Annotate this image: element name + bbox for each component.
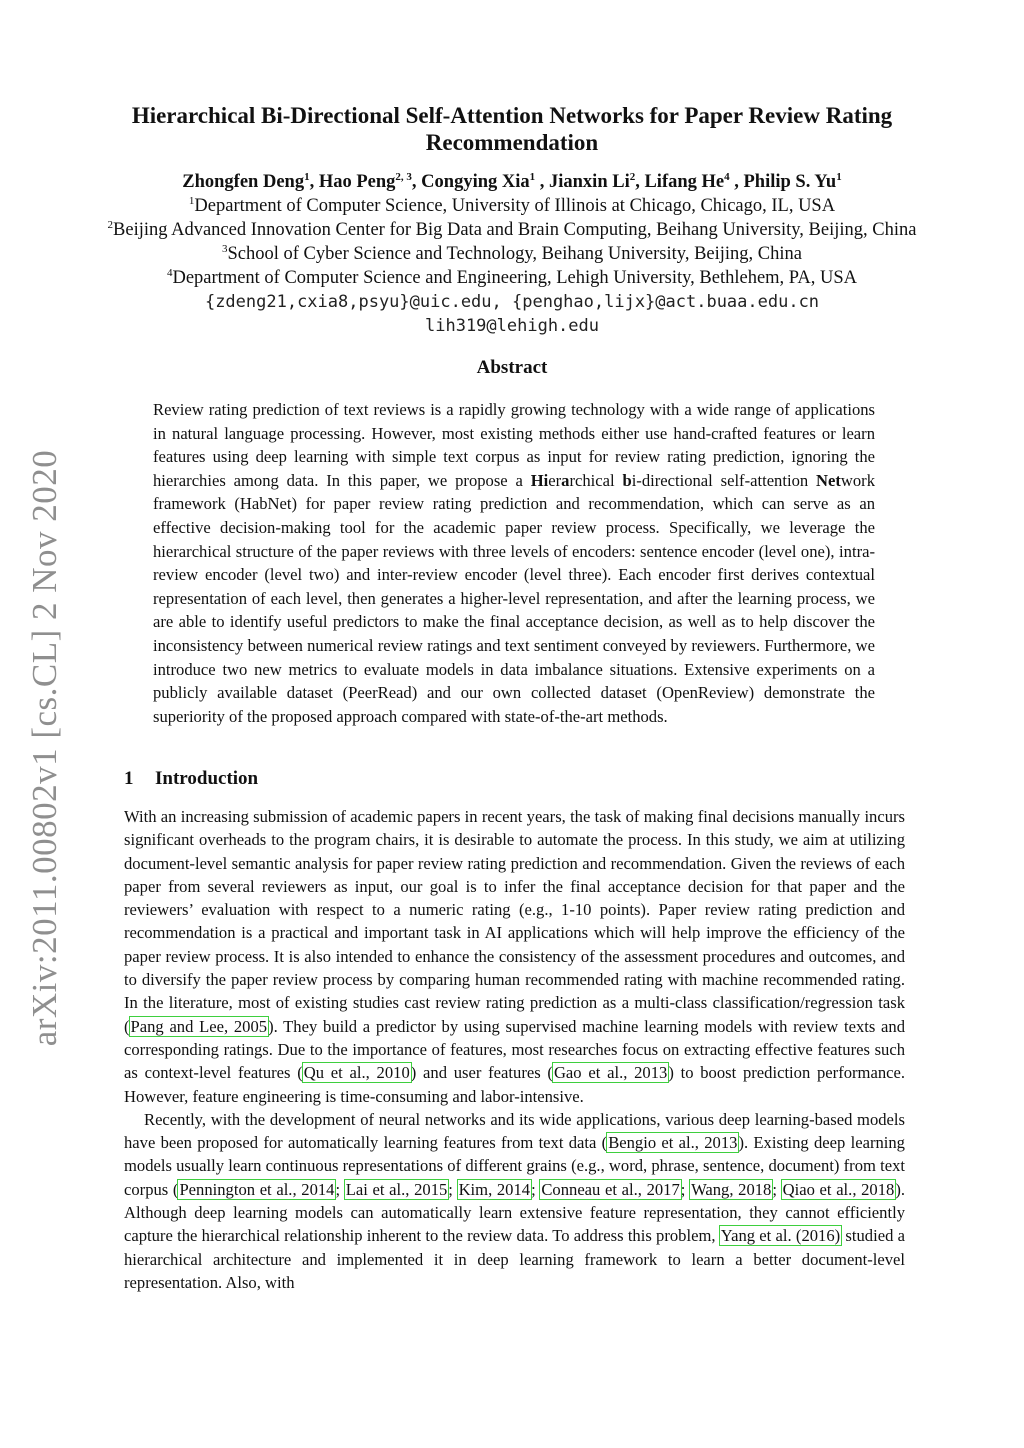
text-run: work framework (HabNet) for paper review rating prediction and recommendation, which can serve as an effective decision-making tool for the academic paper review process. Specifically, we leverage the hierarchical structure of the paper reviews with three levels of encoders: sentence encoder (level one), intra-review encoder (level two) and inter-review encoder (level three). Each encoder first derives contextual representation of each level, then generates a higher-level representation, and after the learning process, we are able to identify useful predictors to make the final acceptance decision, as well as to help discover the inconsistency between numerical review ratings and text sentiment conveyed by reviewers. Furthermore, we introduce two new metrics to evaluate models in data imbalance situations. Extensive experiments on a publicly available dataset (PeerRead) and our own collected dataset (OpenReview) demonstrate the superiority of the proposed approach compared with state-of-the-art methods.: [153, 470, 875, 726]
paragraph: [124, 1108, 905, 1294]
text-run: Recently, with the development of neural networks and its wide applications, various deep learning-based models have been proposed for automatically learning features from text data (: [124, 1109, 905, 1153]
text-run: i-directional self-attention: [631, 470, 817, 490]
affiliation-text: Department of Computer Science and Engineering, Lehigh University, Bethlehem, PA, USA: [172, 268, 858, 288]
citation-link[interactable]: Pang and Lee, 2005: [130, 1016, 268, 1036]
paper-title: Hierarchical Bi-Directional Self-Attention Networks for Paper Review Rating Recommendation: [131, 103, 893, 155]
acronym-highlight: Net: [816, 470, 841, 490]
text-run: ). They build a predictor by using supervised machine learning models with review texts and corresponding ratings. Due to the importance of features, most researches focus on extracting effective features such as context-level features (: [124, 1016, 905, 1083]
citation-link[interactable]: Conneau et al., 2017: [541, 1179, 680, 1199]
citation-link[interactable]: Qiao et al., 2018: [782, 1179, 895, 1199]
author-affiliation-mark: 2: [629, 170, 636, 183]
citation-link[interactable]: Wang, 2018: [691, 1179, 772, 1199]
arxiv-side-stamp: arXiv:2011.00802v1 [cs.CL] 2 Nov 2020: [25, 449, 64, 1047]
author-affiliation-mark: 4: [724, 170, 730, 183]
author-name: Zhongfen Deng: [182, 172, 305, 192]
email-list: [0, 290, 1024, 338]
abstract-body: [153, 398, 875, 728]
text-run: ;: [772, 1179, 782, 1199]
affiliation-text: School of Cyber Science and Technology, Beihang University, Beijing, China: [227, 244, 802, 264]
citation-link[interactable]: Yang et al. (2016): [720, 1226, 841, 1246]
author-affiliation-mark: 1: [836, 170, 842, 183]
affiliation-number: 1: [188, 194, 195, 207]
section-title: Introduction: [155, 768, 259, 789]
text-run: ) and user features (: [410, 1063, 553, 1083]
affiliation-list: [0, 194, 1024, 290]
author-name: Congying Xia: [421, 172, 530, 192]
author-affiliation-mark: 1: [304, 170, 310, 183]
acronym-highlight: a: [561, 470, 570, 490]
text-run: ). Although deep learning models can automatically learn extensive feature representation, they cannot efficiently capture the hierarchical relationship inherent to the review data. To address this problem,: [124, 1179, 906, 1246]
section-number: 1: [124, 768, 134, 789]
author-affiliation-mark: 1: [529, 170, 536, 183]
affiliation-number: 4: [166, 266, 173, 279]
text-run: With an increasing submission of academic papers in recent years, the task of making final decisions manually incurs significant overheads to the program chairs, it is desirable to automate the process. In this study, we aim at utilizing document-level semantic analysis for paper review rating prediction and recommendation. Given the reviews of each paper from several reviewers as input, our goal is to infer the final acceptance decision for that paper and the reviewers’ evaluation with respect to a numeric rating (e.g., 1-10 points). Paper review rating prediction and recommendation is a practical and important task in AI applications which will help improve the efficiency of the paper review process. It is also intended to enhance the consistency of the assessment procedures and outcomes, and to diversify the paper review process by comparing human recommended rating with machine recommended rating. In the literature, most of existing studies cast review rating prediction as a multi-class classification/regression task (: [124, 807, 905, 1036]
text-run: rchical: [569, 470, 623, 490]
citation-link[interactable]: Kim, 2014: [458, 1179, 531, 1199]
affiliation-line: [0, 218, 1024, 242]
text-run: ;: [448, 1179, 458, 1199]
text-run: ;: [531, 1179, 541, 1199]
section-heading: [124, 768, 258, 790]
citation-link[interactable]: Bengio et al., 2013: [608, 1133, 738, 1153]
author-name: Hao Peng: [318, 172, 396, 192]
affiliation-text: Department of Computer Science, University of Illinois at Chicago, Chicago, IL, USA: [194, 196, 836, 216]
abstract-heading: Abstract: [476, 357, 548, 378]
text-run: ) to boost prediction performance. However, feature engineering is time-consuming and labor-intensive.: [124, 1063, 905, 1106]
citation-link[interactable]: Pennington et al., 2014: [179, 1179, 335, 1199]
author-list: Zhongfen Deng$^1$, Hao Peng$^{2, 3}$, Congying Xia$^1$ , Jianxin Li$^2$, Lifang He$^4$ , Philip S. Yu$^1$: [182, 170, 842, 192]
text-run: ). Existing deep learning models usually learn continuous representations of different grains (e.g., word, phrase, sentence, document) from text corpus (: [124, 1133, 905, 1199]
paragraph: [124, 805, 905, 1108]
author-name: Lifang He: [644, 172, 725, 192]
citation-link[interactable]: Qu et al., 2010: [303, 1063, 410, 1083]
affiliation-line: [0, 194, 1024, 218]
introduction-body: [124, 805, 905, 1294]
text-run: ;: [335, 1179, 345, 1199]
author-name: Jianxin Li: [549, 172, 630, 192]
text-run: ;: [680, 1179, 691, 1199]
email-line: {zdeng21,cxia8,psyu}@uic.edu, {penghao,lijx}@act.buaa.edu.cn: [204, 292, 820, 312]
affiliation-number: 2: [107, 218, 114, 231]
text-run: Review rating prediction of text reviews is a rapidly growing technology with a wide range of applications in natural language processing. However, most existing methods either use hand-crafted features or learn features using deep learning with simple text corpus as input for review rating prediction, ignoring the hierarchies among data. In this paper, we propose a: [153, 400, 875, 490]
acronym-highlight: Hi: [530, 470, 549, 490]
citation-link[interactable]: Lai et al., 2015: [345, 1179, 448, 1199]
affiliation-text: Beijing Advanced Innovation Center for Big Data and Brain Computing, Beihang University, Beijing, China: [113, 220, 917, 240]
acronym-highlight: b: [622, 470, 632, 490]
author-affiliation-mark: 2, 3: [395, 170, 412, 183]
affiliation-line: [0, 242, 1024, 266]
text-run: studied a hierarchical architecture and implemented it in deep learning framework to learn a better document-level representation. Also, with: [124, 1226, 905, 1292]
affiliation-number: 3: [222, 242, 228, 255]
citation-link[interactable]: Gao et al., 2013: [553, 1063, 668, 1083]
author-name: Philip S. Yu: [743, 172, 837, 192]
text-run: er: [548, 470, 562, 490]
affiliation-line: [0, 266, 1024, 290]
email-line: lih319@lehigh.edu: [425, 316, 599, 336]
